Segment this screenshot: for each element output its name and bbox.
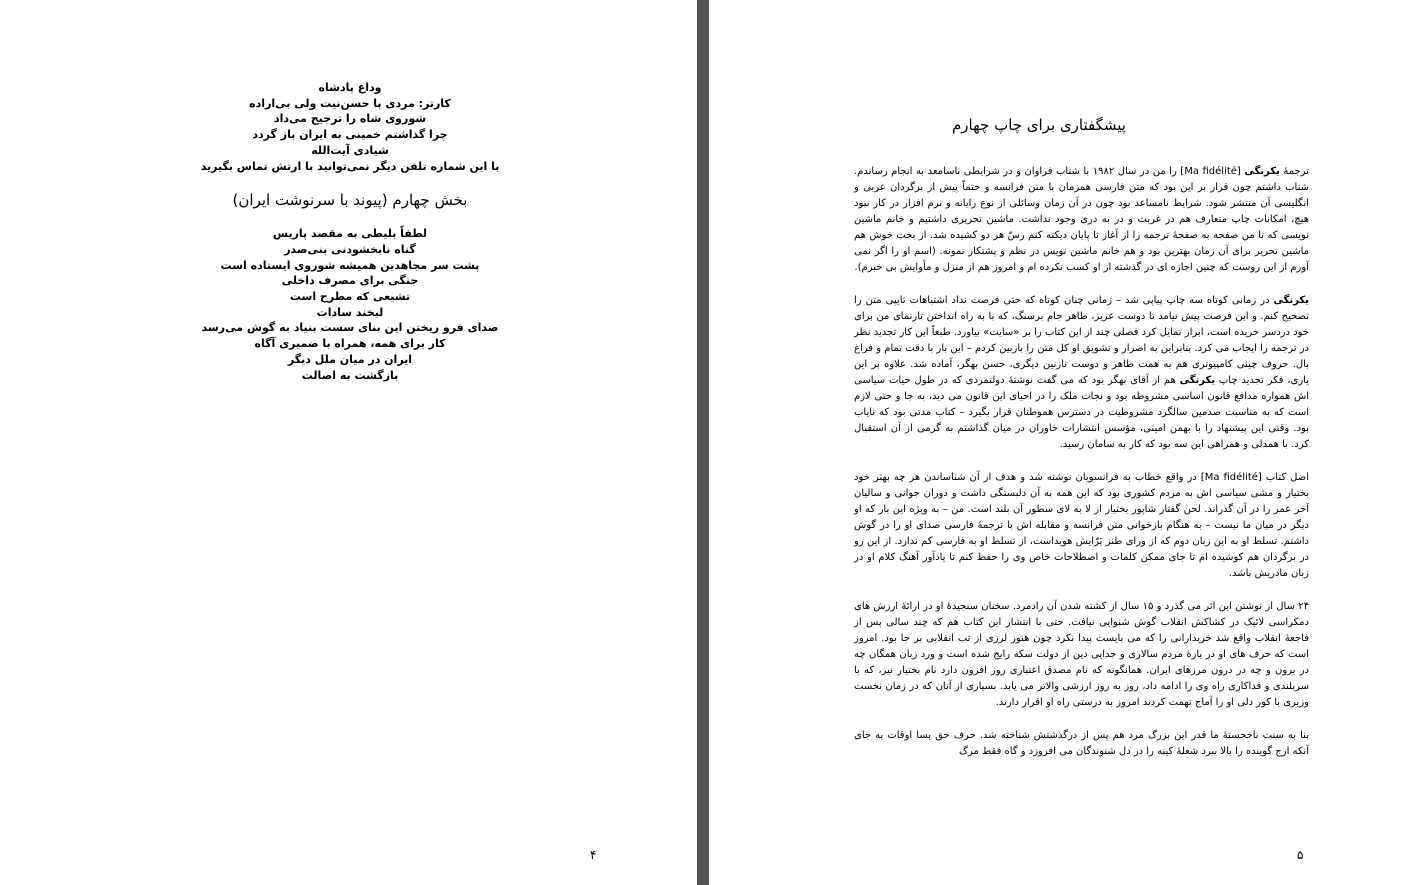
page-number: ۴	[590, 848, 597, 862]
toc-item: لطفاً بلیطی به مقصد پاریس	[272, 227, 428, 241]
paragraph: اصل کتاب [Ma fidélité] در واقع خطاب به فرانسویان نوشته شد و هدف از آن شناساندن هر چه بهتر خود بختیار و مشی سیاسی اش به مردم کشوری بود که این همه به آن دلبستگی داشت و دوران جوانی و سالیان آخر عمر را در آن گذراند. لحن گفتار شاپور بختیار از لا به لای سطور آن بلند است. من – به ویژه این بار که او دیگر در میان ما نیست – به هنگام بازخوانی متن فرانسه و مقابله اش با ترجمهٔ فارسی صدای او را در گوش داشتم. تسلط او به این زبان دوم که از ورای طنز بَرّایش هویداست، از تسلط او به فارسی کم ندارد. از این رو در برگردان هم کوشیده ام تا جای ممکن کلمات و اصطلاحات خاص وی را حفظ کنم تا یادآور آهنگ کلام او در زبان مادریش باشد.	[854, 472, 1309, 579]
toc-item: چرا گذاشتم خمینی به ایران باز گردد	[252, 128, 448, 142]
toc-item: شیادی آیت‌الله	[311, 143, 389, 157]
toc-item: کار برای همه، همراه با ضمیری آگاه	[254, 337, 446, 351]
text-run: [Ma fidélité] را من در سال ۱۹۸۲ با شتاب فراوان و در شرایطی ناسامعد به انجام رساندم. شتاب داشتم چون قرار بر این بود که متن فارسی همزمان با متن فرانسه و حتماً پیش از برگردان عربی و انگلیسی آن منتشر شود. شرایط نامساعد بود چون در آن زمان وسائلی از نوع رایانه و نرم افزار در کار نبود هیچ، امکانات چاپ متعارف هم در غربت و در به دری وجود نداشت. ماشین تحریری داشتیم و خانم ماشین نویسی که تا من صفحه به صفحهٔ ترجمه را از آغاز تا پایان دیکته کنم رسّ هر دو کشیده شد. از بخت خوش هم ماشین تحریر برای آن زمان بهترین بود و هم خانم ماشین نویس در نظم و پشتکار نمونه. (اسم او را اگر نمی آورم از این روست که چنین اجازه ای در گذشته از او کسب نکرده ام و امروز هم از منزل و مأوایش بی خبرم).	[854, 166, 1309, 273]
toc-item: با این شماره تلفن دیگر نمی‌توانید با ارتش تماس بگیرید	[200, 159, 500, 173]
body-text	[854, 164, 1309, 777]
toc-item: صدای فرو ریختن این بنای سست بنیاد به گوش می‌رسد	[201, 321, 499, 335]
page-divider	[697, 0, 709, 885]
toc-item: بازگشت به اصالت	[301, 368, 399, 382]
text-run: هم از آقای بهگر بود که می گفت نوشتهٔ دولتمردی که در طول حیات سیاسی اش همواره مدافع قانون اساسی مشروطه بود و نجات ملک را در احیای این قانون می دید، به جا و حتی لازم است که به مناسبت صدمین سالگرد مشروطیت در دسترس هموطنان قرار بگیرد – کتاب مدتی بود که نایاب بود. وقتی این پیشنهاد را با بهمن امینی، مؤسس انتشارات خاوران در میان گذاشتم به گرمی از آن استقبال کرد. با همدلی و همراهی این سه بود که کار به سامان رسید.	[854, 375, 1309, 450]
toc-item: ایران در میان ملل دیگر	[287, 352, 413, 366]
toc-item: کارتر: مردی با حسن‌نیت ولی بی‌اراده	[249, 96, 451, 110]
left-page	[0, 0, 697, 885]
section-heading: بخش چهارم (پیوند با سرنوشت ایران)	[232, 191, 468, 210]
toc-item: جنگی برای مصرف داخلی	[281, 274, 419, 288]
paragraph	[854, 164, 1309, 276]
text-run: ترجمهٔ	[1279, 166, 1309, 177]
bold-term: یکرنگی	[1244, 166, 1280, 177]
toc-item: وداع پادشاه	[318, 81, 382, 94]
paragraph: ۲۴ سال از نوشتن این اثر می گذرد و ۱۵ سال از کشته شدن آن رادمرد. سخنان سنجیدهٔ او در ارائهٔ ارزش های دمکراسی لائیک در کشاکش انقلاب گوش شنوایی نیافت. حتی با انتشار این کتاب هم که چند سالی پس از فاجعهٔ انقلاب واقع شد خریدارانی را که می بایست پیدا نکرد چون هنوز لرزی از تب انقلابی بر جا بود. امروز است که حرف های او در بارهٔ مردم سالاری و جدایی دین از دولت سکه رایج شده است و ورد زبان همگان چه در برون و چه در درون مرزهای ایران. همانگونه که نام مصدق اعتباری روز افزون دارد نام بختیار نیز، که با سربلندی و فداکاری راه وی را ادامه داد، روز به روز ارزشی والاتر می یابد. بسیاری از آنان که در زمان نخست وزیری با کور دلی او را آماج تهمت کردند امروز به درستی راه او اقرار دارند.	[854, 601, 1309, 708]
text-run: در زمانی کوتاه سه چاپ پیاپی شد – زمانی چنان کوتاه که حتی فرصت نداد اشتباهات تایپی متن را تصحیح کنم. و این فرصت پیش نیامد تا دوست عزیز، طاهر جام برسنگ، که با به راه انداختن تارنمای من برای خود دردسر خریده است، ابراز تمایل کرد فصلی چند از این کتاب را بر «سایت» بیاورد. طبعاً این کار تجدید نظر در ترجمه را ایجاب می کرد. بنابراین به اصرار و تشویق او کل متن را بازبین کردم – این بار با دقت تمام و فراغ بال. حروف چینی کامپیوتری هم به همت طاهر و دوست نازنین دیگری، حسن بهگر، آماده شد. علاوه بر این یاری، فکر تجدید چاپ	[854, 295, 1309, 386]
paragraph: بنا به سنت ناخجستهٔ ما قدر این بزرگ مرد هم پس از درگذشتش شناخته شد. حرف حق بسا اوقات به جای آنکه ارج گوینده را بالا ببرد شعلهٔ کینه را در دل شنوندگان می افروزد و گاه فقط مرگ	[854, 730, 1309, 757]
page-number: ۵	[1297, 848, 1304, 862]
toc-item: گناه نابخشودنی بنی‌صدر	[284, 242, 416, 256]
toc-item: شوروی شاه را ترجیح می‌داد	[273, 112, 427, 126]
table-of-contents	[180, 80, 520, 383]
bold-term: یکرنگی	[1179, 375, 1216, 386]
paragraph	[854, 293, 1309, 453]
toc-item: لبخند سادات	[316, 305, 384, 319]
toc-item: تشیعی که مطرح است	[289, 290, 411, 304]
toc-item: پشت سر مجاهدین همیشه شوروی ایستاده است	[220, 258, 480, 272]
right-page	[709, 0, 1407, 885]
page-title: پیشگفتاری برای چاپ چهارم	[952, 116, 1126, 134]
bold-term: یکرنگی	[1273, 295, 1309, 306]
